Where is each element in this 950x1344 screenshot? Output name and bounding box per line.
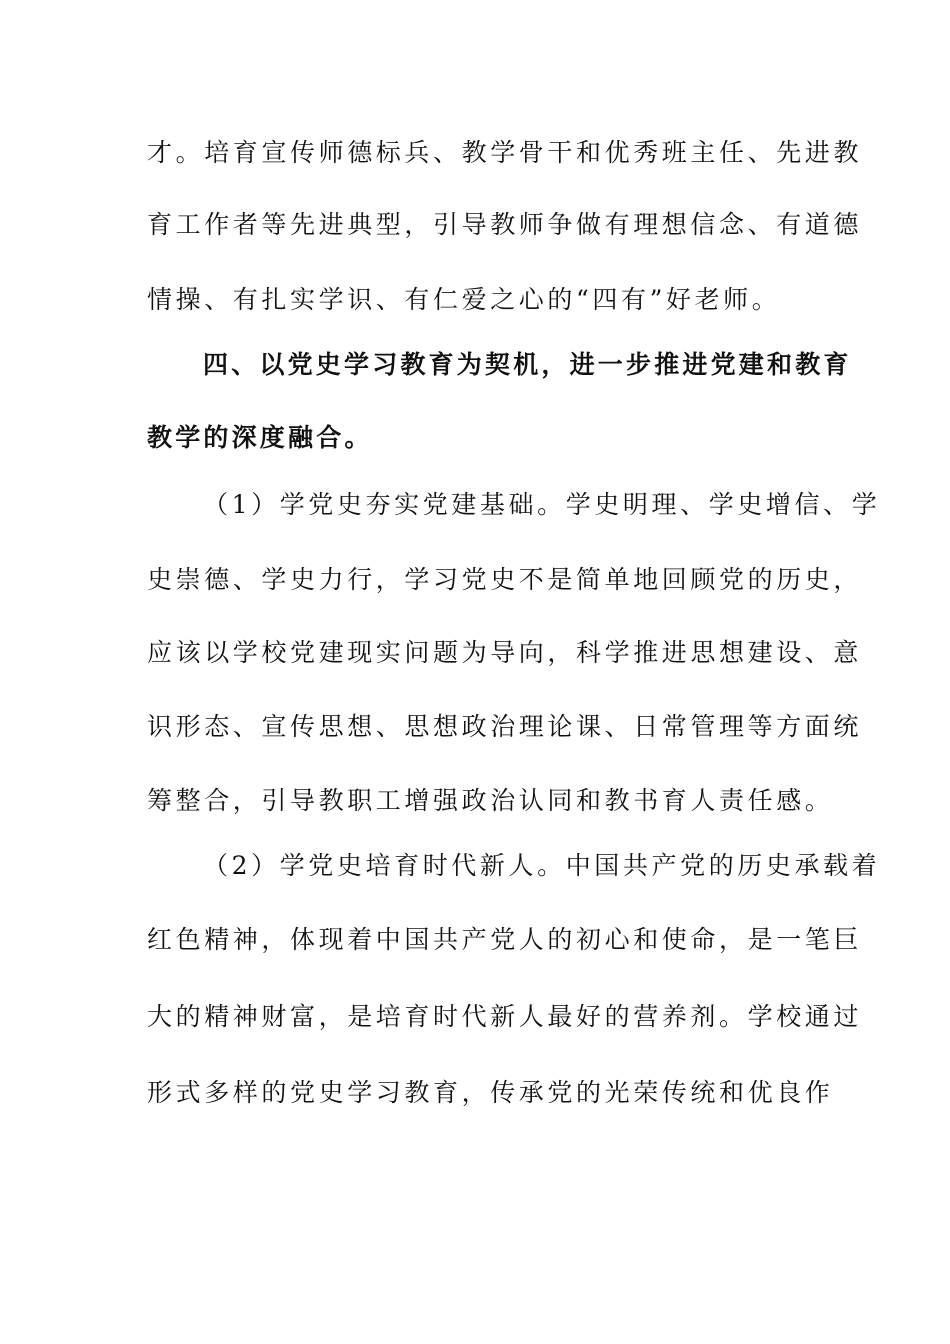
- body-text-line: 识形态、宣传思想、思想政治理论课、日常管理等方面统: [147, 712, 863, 741]
- body-text-line: 史崇德、学史力行，学习党史不是简单地回顾党的历史，: [147, 565, 863, 594]
- body-text-line: 情操、有扎实学识、有仁爱之心的“四有”好老师。: [147, 285, 781, 314]
- body-text-line: 筹整合，引导教职工增强政治认同和教书育人责任感。: [147, 786, 834, 815]
- body-text-line: 才。培育宣传师德标兵、教学骨干和优秀班主任、先进教: [147, 138, 863, 167]
- body-text-line: 大的精神财富，是培育时代新人最好的营养剂。学校通过: [147, 1002, 863, 1031]
- body-text-line: （1）学党史夯实党建基础。学史明理、学史增信、学: [203, 490, 881, 519]
- body-text-line: 育工作者等先进典型，引导教师争做有理想信念、有道德: [147, 210, 863, 239]
- body-text-line: 红色精神，体现着中国共产党人的初心和使命，是一笔巨: [147, 925, 863, 954]
- body-text-line: 形式多样的党史学习教育，传承党的光荣传统和优良作: [147, 1078, 834, 1107]
- section-heading-line: 教学的深度融合。: [147, 423, 373, 452]
- body-text-line: 应该以学校党建现实问题为导向，科学推进思想建设、意: [147, 638, 863, 667]
- section-heading-line: 四、以党史学习教育为契机，进一步推进党建和教育: [203, 350, 852, 379]
- body-text-line: （2）学党史培育时代新人。中国共产党的历史承载着: [203, 851, 881, 880]
